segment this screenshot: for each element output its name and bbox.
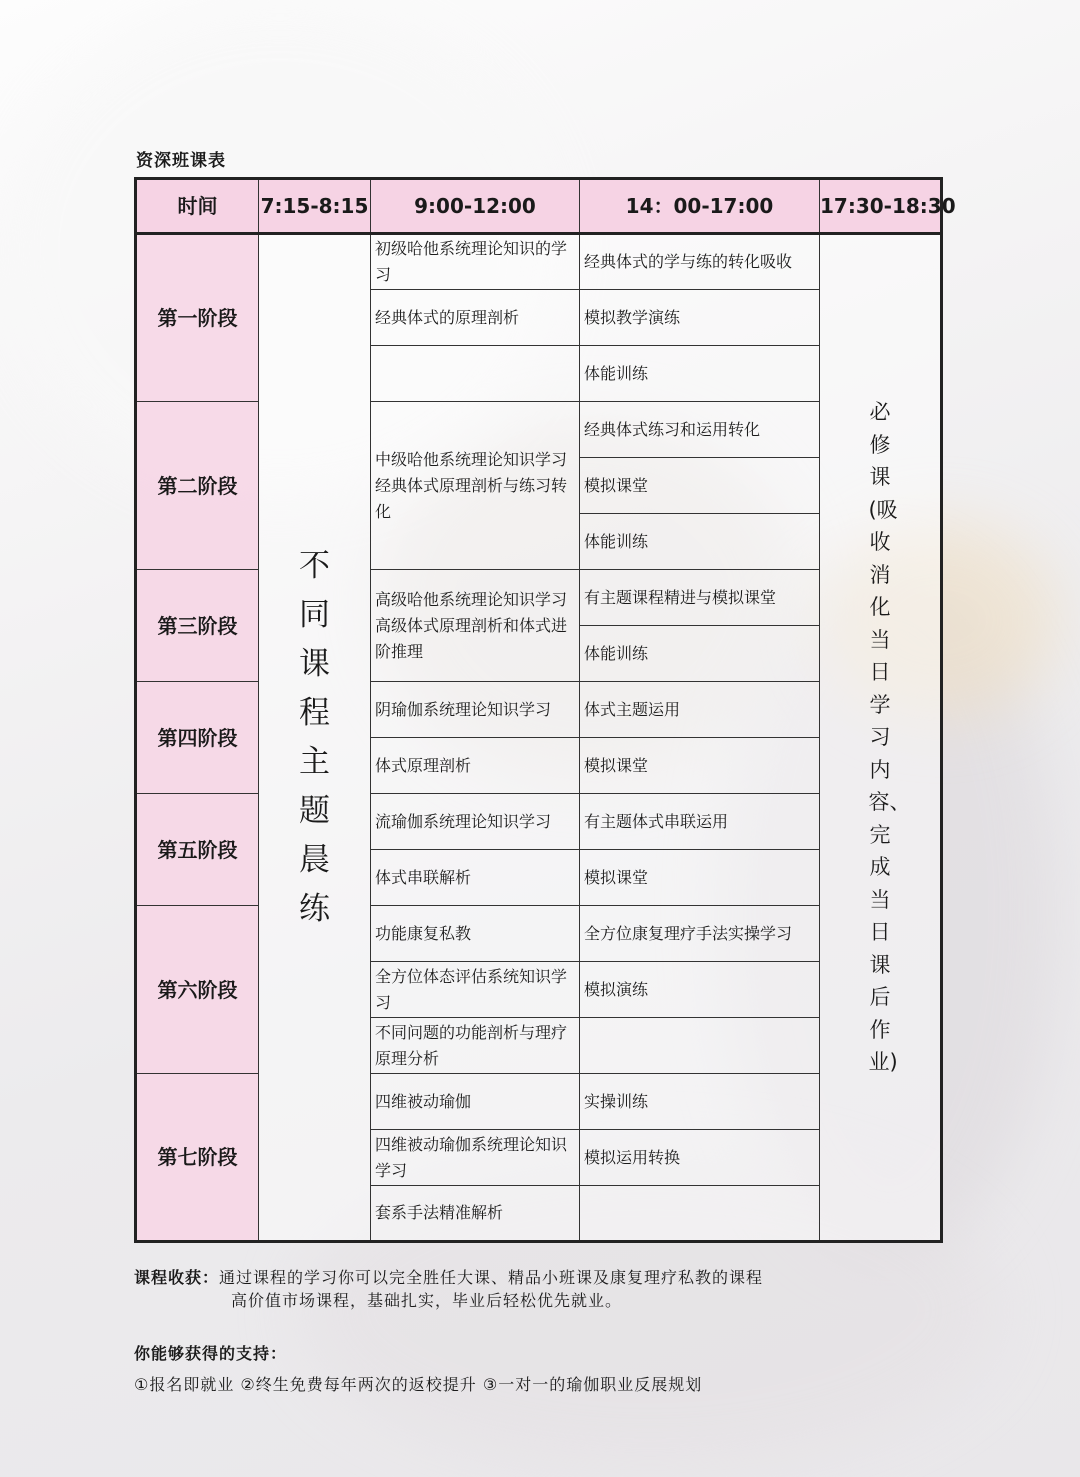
stage-label: 第五阶段 (136, 794, 259, 906)
afternoon-session: 体能训练 (580, 346, 820, 402)
schedule-table (134, 177, 956, 1243)
morning-session: 四维被动瑜伽 (371, 1074, 580, 1130)
stage-label: 第一阶段 (136, 234, 259, 402)
afternoon-session: 全方位康复理疗手法实操学习 (580, 906, 820, 962)
morning-session: 阴瑜伽系统理论知识学习 (371, 682, 580, 738)
afternoon-session (580, 1186, 820, 1242)
course-gains-line1: 通过课程的学习你可以完全胜任大课、精品小班课及康复理疗私教的课程 (219, 1268, 764, 1287)
afternoon-session: 体能训练 (580, 514, 820, 570)
morning-session: 套系手法精准解析 (371, 1186, 580, 1242)
table-row (136, 234, 942, 290)
morning-session: 流瑜伽系统理论知识学习 (371, 794, 580, 850)
afternoon-session: 模拟课堂 (580, 738, 820, 794)
header-slot-morning: 9:00-12:00 (371, 179, 580, 234)
morning-session: 全方位体态评估系统知识学习 (371, 962, 580, 1018)
header-slot-morning-practice: 7:15-8:15 (259, 179, 371, 234)
stage-label: 第三阶段 (136, 570, 259, 682)
evening-session-cell (820, 234, 942, 1242)
morning-session: 功能康复私教 (371, 906, 580, 962)
morning-session: 不同问题的功能剖析与理疗原理分析 (371, 1018, 580, 1074)
afternoon-session: 体式主题运用 (580, 682, 820, 738)
morning-session: 初级哈他系统理论知识的学习 (371, 234, 580, 290)
stage-label: 第六阶段 (136, 906, 259, 1074)
support-section (134, 1341, 1014, 1395)
stage-label: 第七阶段 (136, 1074, 259, 1242)
morning-practice-text: 不同课程主题晨练 (299, 547, 330, 927)
page-title: 资深班课表 (136, 151, 226, 171)
morning-session: 高级哈他系统理论知识学习 高级体式原理剖析和体式进阶推理 (371, 570, 580, 682)
afternoon-session: 有主题课程精进与模拟课堂 (580, 570, 820, 626)
header-row (136, 179, 942, 234)
header-slot-evening: 17:30-18:30 (820, 179, 942, 234)
afternoon-session: 实操训练 (580, 1074, 820, 1130)
morning-practice-cell (259, 234, 371, 1242)
support-label: 你能够获得的支持： (134, 1344, 288, 1363)
afternoon-session: 模拟运用转换 (580, 1130, 820, 1186)
stage-label: 第二阶段 (136, 402, 259, 570)
morning-session: 经典体式的原理剖析 (371, 290, 580, 346)
afternoon-session: 模拟课堂 (580, 850, 820, 906)
afternoon-session: 模拟教学演练 (580, 290, 820, 346)
afternoon-session: 模拟演练 (580, 962, 820, 1018)
course-gains-line2: 高价值市场课程，基础扎实，毕业后轻松优先就业。 (231, 1291, 623, 1310)
header-time: 时间 (136, 179, 259, 234)
afternoon-session: 经典体式练习和运用转化 (580, 402, 820, 458)
morning-session: 四维被动瑜伽系统理论知识学习 (371, 1130, 580, 1186)
morning-session (371, 346, 580, 402)
afternoon-session: 体能训练 (580, 626, 820, 682)
course-gains-label: 课程收获： (134, 1268, 220, 1287)
afternoon-session (580, 1018, 820, 1074)
course-gains (134, 1265, 1014, 1311)
evening-session-text: 必修课(吸收消化当日学习内容、完成当日课后作业) (868, 400, 911, 1075)
afternoon-session: 模拟课堂 (580, 458, 820, 514)
morning-session: 中级哈他系统理论知识学习 经典体式原理剖析与练习转化 (371, 402, 580, 570)
support-items: ①报名即就业 ②终生免费每年两次的返校提升 ③一对一的瑜伽职业反展规划 (134, 1375, 703, 1394)
morning-session: 体式原理剖析 (371, 738, 580, 794)
morning-session: 体式串联解析 (371, 850, 580, 906)
afternoon-session: 有主题体式串联运用 (580, 794, 820, 850)
afternoon-session: 经典体式的学与练的转化吸收 (580, 234, 820, 290)
header-slot-afternoon: 14：00-17:00 (580, 179, 820, 234)
stage-label: 第四阶段 (136, 682, 259, 794)
